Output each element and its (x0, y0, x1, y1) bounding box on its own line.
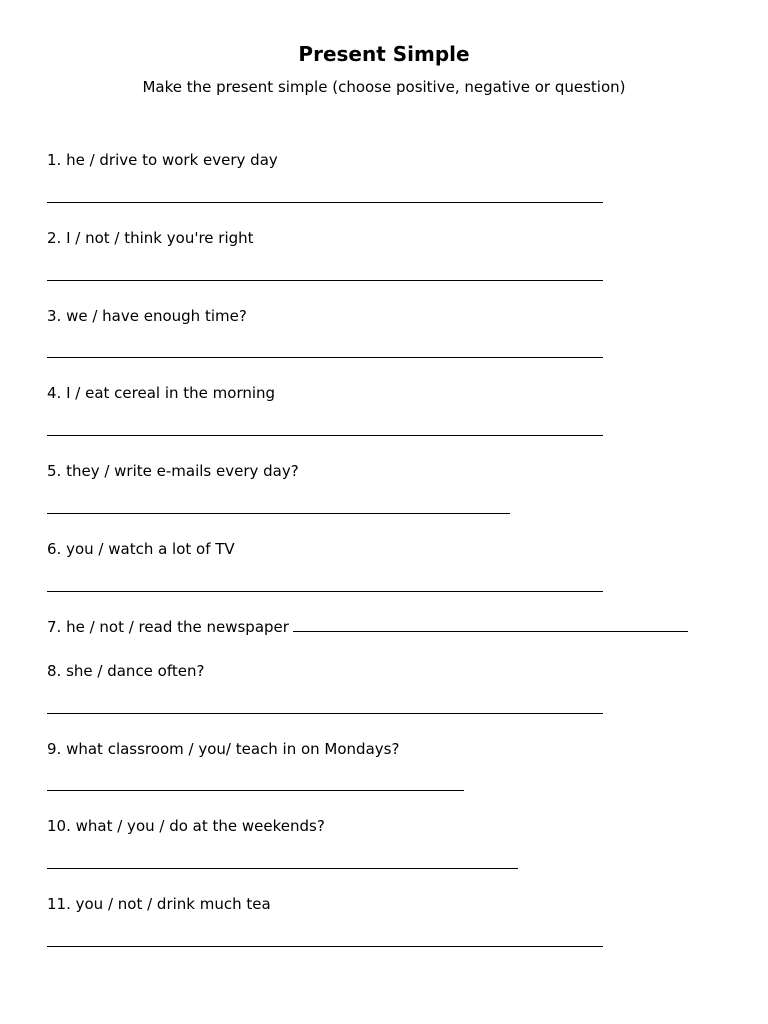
question-7: 7. he / not / read the newspaper (47, 618, 289, 636)
question-11: 11. you / not / drink much tea (47, 895, 271, 913)
answer-line-5[interactable] (47, 513, 510, 514)
answer-line-4[interactable] (47, 435, 603, 436)
question-5: 5. they / write e-mails every day? (47, 462, 299, 480)
answer-line-6[interactable] (47, 591, 603, 592)
answer-line-8[interactable] (47, 713, 603, 714)
answer-line-9[interactable] (47, 790, 464, 791)
question-2: 2. I / not / think you're right (47, 229, 254, 247)
question-6: 6. you / watch a lot of TV (47, 540, 235, 558)
question-10: 10. what / you / do at the weekends? (47, 817, 325, 835)
question-1: 1. he / drive to work every day (47, 151, 278, 169)
worksheet-title: Present Simple (298, 42, 470, 66)
question-9: 9. what classroom / you/ teach in on Mondays? (47, 740, 400, 758)
question-8: 8. she / dance often? (47, 662, 205, 680)
question-4: 4. I / eat cereal in the morning (47, 384, 276, 402)
answer-line-2[interactable] (47, 280, 603, 281)
question-7-row (47, 618, 688, 637)
question-3: 3. we / have enough time? (47, 307, 247, 325)
answer-line-10[interactable] (47, 868, 518, 869)
answer-line-3[interactable] (47, 357, 603, 358)
answer-line-11[interactable] (47, 946, 603, 947)
answer-line-1[interactable] (47, 202, 603, 203)
answer-line-7[interactable] (293, 631, 688, 632)
worksheet-instructions: Make the present simple (choose positive, negative or question) (142, 78, 626, 96)
